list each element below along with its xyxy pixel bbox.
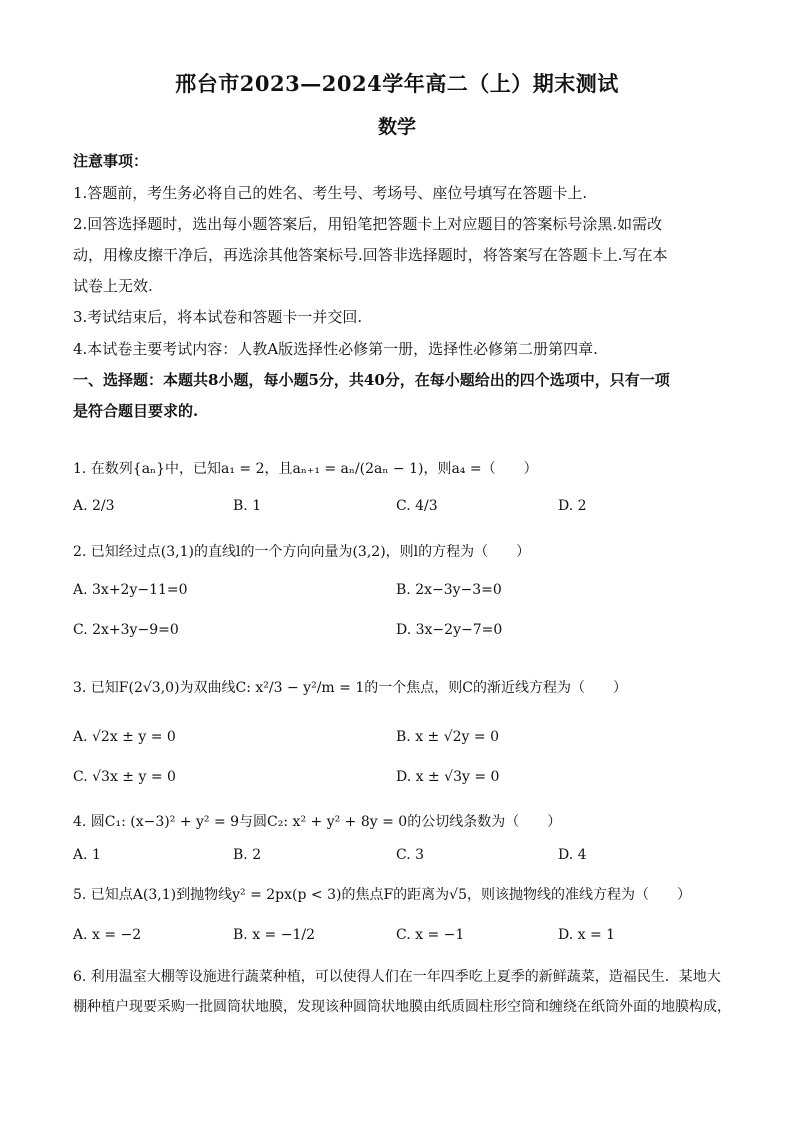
section-1-line-1: 一、选择题：本题共8小题，每小题5分，共40分，在每小题给出的四个选项中，只有一项 <box>73 371 670 389</box>
question-4-option-c: C. 3 <box>396 847 425 863</box>
question-3-option-c: C. √3x ± y = 0 <box>73 769 176 785</box>
question-2-option-a: A. 3x+2y−11=0 <box>73 582 188 598</box>
exam-title: 邢台市2023—2024学年高二（上）期末测试 <box>175 71 619 96</box>
question-2-option-c: C. 2x+3y−9=0 <box>73 622 179 638</box>
question-4-stem: 4. 圆C₁: (x−3)² + y² = 9与圆C₂: x² + y² + 8y = 0的公切线条数为（ ） <box>73 814 562 830</box>
note-2-line-2: 动，用橡皮擦干净后，再选涂其他答案标号.回答非选择题时，将答案写在答题卡上.写在本 <box>73 246 668 264</box>
question-5-option-b: B. x = −1/2 <box>233 927 315 943</box>
note-4: 4.本试卷主要考试内容：人教A版选择性必修第一册，选择性必修第二册第四章. <box>73 340 598 358</box>
question-3-option-a: A. √2x ± y = 0 <box>73 729 176 745</box>
question-4-option-b: B. 2 <box>233 847 262 863</box>
question-2-option-b: B. 2x−3y−3=0 <box>396 582 502 598</box>
question-2-option-d: D. 3x−2y−7=0 <box>396 622 503 638</box>
question-5-option-c: C. x = −1 <box>396 927 465 943</box>
question-5-option-d: D. x = 1 <box>558 927 616 943</box>
note-1: 1.答题前，考生务必将自己的姓名、考生号、考场号、座位号填写在答题卡上. <box>73 184 588 202</box>
question-1-option-b: B. 1 <box>233 498 262 514</box>
question-5-option-a: A. x = −2 <box>73 927 142 943</box>
section-1-line-2: 是符合题目要求的. <box>73 402 199 420</box>
notes-heading: 注意事项： <box>73 152 149 170</box>
note-2-line-1: 2.回答选择题时，选出每小题答案后，用铅笔把答题卡上对应题目的答案标号涂黑.如需改 <box>73 215 663 233</box>
question-3-stem: 3. 已知F(2√3,0)为双曲线C: x²/3 − y²/m = 1的一个焦点，则C的渐近线方程为（ ） <box>73 680 627 696</box>
exam-subject: 数学 <box>377 116 416 138</box>
question-1-stem: 1. 在数列{aₙ}中，已知a₁ = 2，且aₙ₊₁ = aₙ/(2aₙ − 1)，则a₄ =（ ） <box>73 461 538 477</box>
question-4-option-a: A. 1 <box>73 847 101 863</box>
question-6-line-1: 6. 利用温室大棚等设施进行蔬菜种植，可以使得人们在一年四季吃上夏季的新鲜蔬菜，造福民生．某地大 <box>73 969 721 985</box>
question-1-option-a: A. 2/3 <box>73 498 115 514</box>
question-3-option-d: D. x ± √3y = 0 <box>396 769 500 785</box>
question-5-stem: 5. 已知点A(3,1)到抛物线y² = 2px(p < 3)的焦点F的距离为√5，则该抛物线的准线方程为（ ） <box>73 887 691 903</box>
question-4-option-d: D. 4 <box>558 847 587 863</box>
question-2-stem: 2. 已知经过点(3,1)的直线l的一个方向向量为(3,2)，则l的方程为（ ） <box>73 544 531 560</box>
question-1-option-d: D. 2 <box>558 498 587 514</box>
question-3-option-b: B. x ± √2y = 0 <box>396 729 499 745</box>
note-2-line-3: 试卷上无效. <box>73 277 153 295</box>
question-6-line-2: 棚种植户现要采购一批圆筒状地膜，发现该种圆筒状地膜由纸质圆柱形空筒和缠绕在纸筒外面的地膜构成， <box>73 999 731 1015</box>
note-3: 3.考试结束后，将本试卷和答题卡一并交回. <box>73 308 363 326</box>
question-1-option-c: C. 4/3 <box>396 498 438 514</box>
